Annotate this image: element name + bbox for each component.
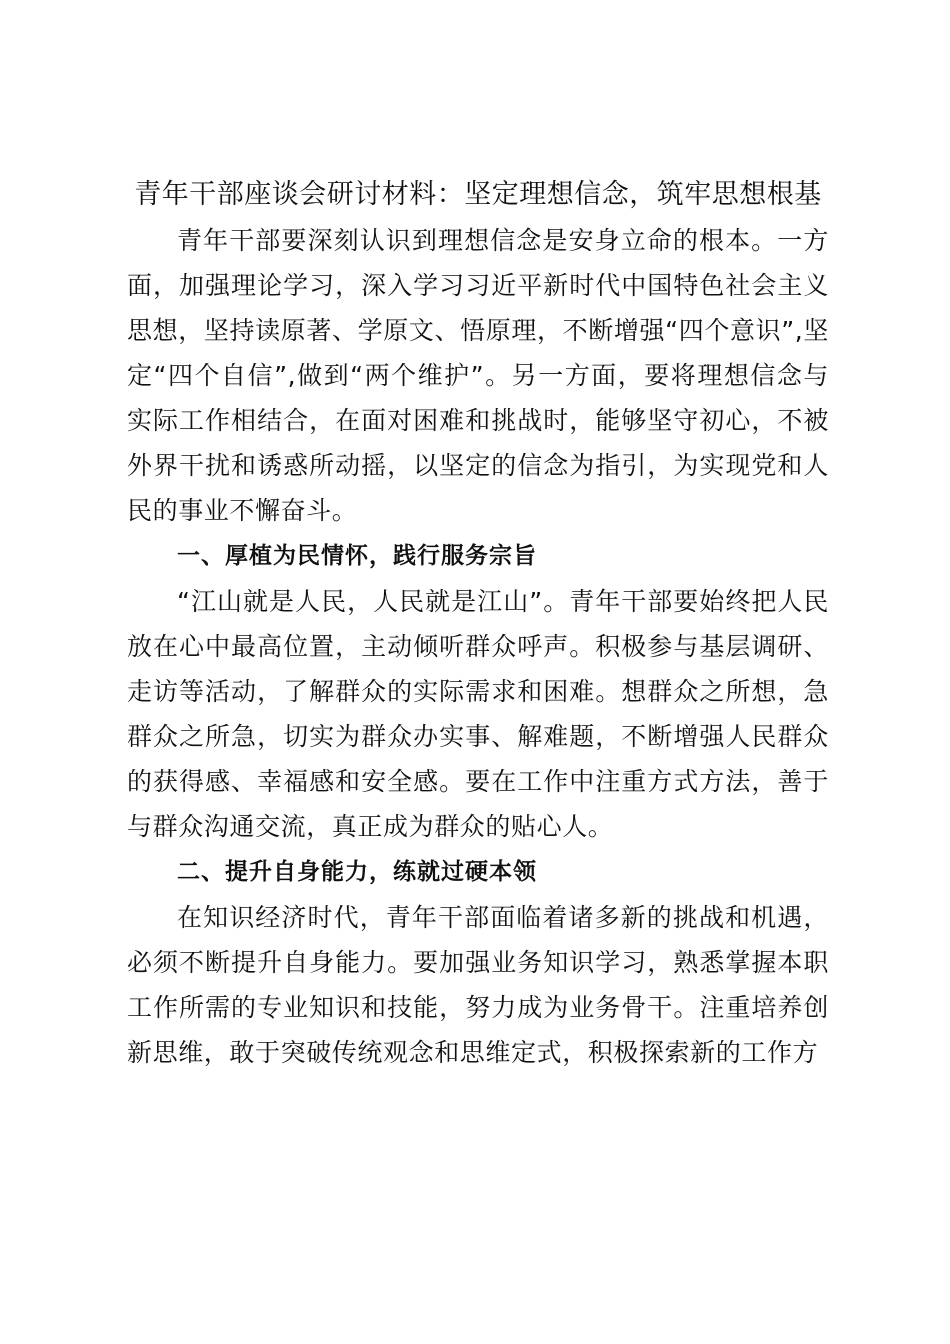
section-heading-1: 一、厚植为民情怀，践行服务宗旨	[177, 543, 537, 569]
section-body-1: “江山就是人民，人民就是江山”。青年干部要始终把人民放在心中最高位置，主动倾听群众呼声。积极参与基层调研、走访等活动，了解群众的实际需求和困难。想群众之所想，急群众之所急，切实为群众办实事、解难题，不断增强人民群众的获得感、幸福感和安全感。要在工作中注重方式方法，善于与群众沟通交流，真正成为群众的贴心人。	[127, 587, 829, 841]
document-title: 青年干部座谈会研讨材料：坚定理想信念，筑牢思想根基	[134, 179, 822, 210]
intro-paragraph: 青年干部要深刻认识到理想信念是安身立命的根本。一方面，加强理论学习，深入学习习近平新时代中国特色社会主义思想，坚持读原著、学原文、悟原理，不断增强“四个意识”,坚定“四个自信”,做到“两个维护”。另一方面，要将理想信念与实际工作相结合，在面对困难和挑战时，能够坚守初心，不被外界干扰和诱惑所动摇，以坚定的信念为指引，为实现党和人民的事业不懈奋斗。	[127, 226, 829, 525]
section-heading-2: 二、提升自身能力，练就过硬本领	[177, 859, 537, 885]
document-page	[127, 172, 829, 1075]
section-body-2: 在知识经济时代，青年干部面临着诸多新的挑战和机遇，必须不断提升自身能力。要加强业务知识学习，熟悉掌握本职工作所需的专业知识和技能，努力成为业务骨干。注重培养创新思维，敢于突破传统观念和思维定式，积极探索新的工作方	[127, 903, 829, 1067]
